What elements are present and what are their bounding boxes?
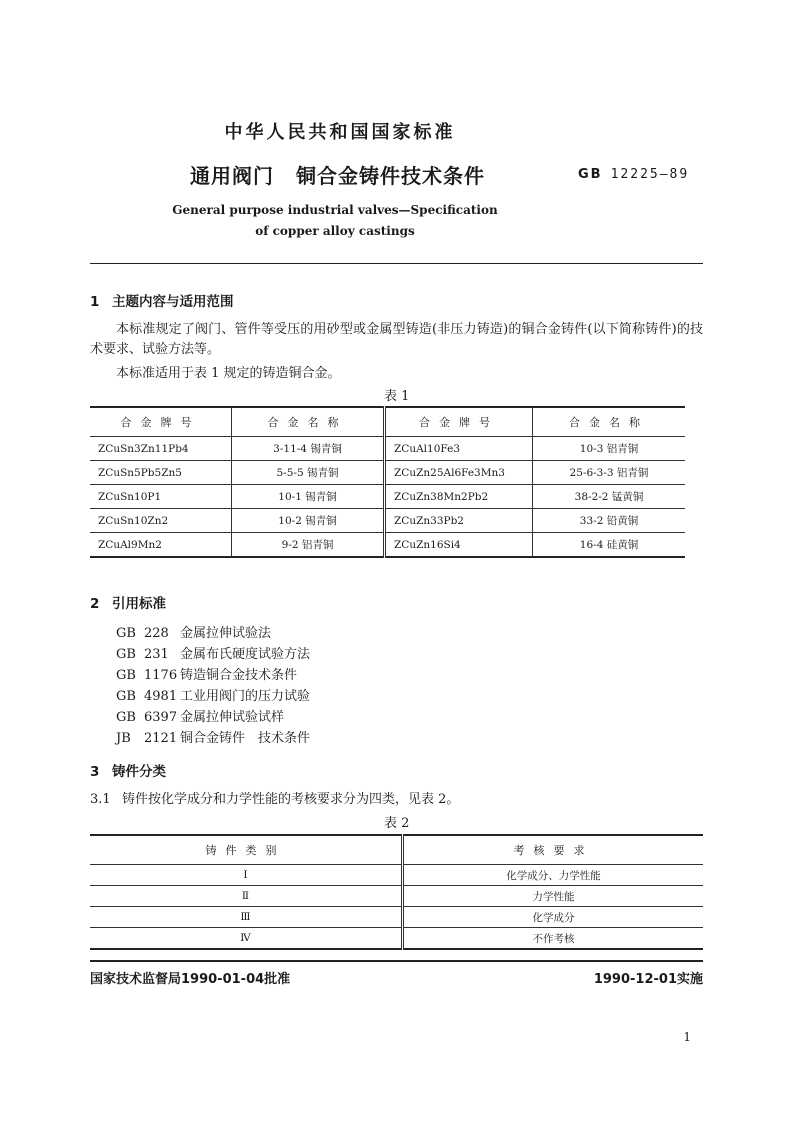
english-title-line-1: General purpose industrial valves—Specification xyxy=(172,203,498,217)
casting-class-cell: Ⅰ xyxy=(90,865,403,886)
table-1-header-cell: 合金名称 xyxy=(232,407,385,437)
clause-text: 铸件按化学成分和力学性能的考核要求分为四类，见表 2。 xyxy=(122,792,460,807)
casting-class-cell: Ⅲ xyxy=(90,907,403,928)
alloy-name-cell: 16-4 硅黄铜 xyxy=(533,533,686,558)
table-row xyxy=(90,485,685,509)
section-3-number: 3 xyxy=(90,764,100,780)
reference-code: GB xyxy=(116,647,136,662)
requirement-cell: 不作考核 xyxy=(403,928,704,950)
reference-number: 231 xyxy=(144,647,169,662)
table-1-caption: 表 1 xyxy=(384,389,410,404)
alloy-grade-cell: ZCuZn38Mn2Pb2 xyxy=(385,485,533,509)
reference-number: 4981 xyxy=(144,689,178,704)
reference-number: 1176 xyxy=(144,668,178,683)
reference-code: GB xyxy=(116,626,136,641)
alloy-grade-cell: ZCuAl9Mn2 xyxy=(90,533,232,558)
alloy-name-cell: 25-6-3-3 铝青铜 xyxy=(533,461,686,485)
table-row xyxy=(90,461,685,485)
section-3-title: 铸件分类 xyxy=(112,764,166,780)
standard-code: 12225—89 xyxy=(610,167,690,182)
casting-class-cell: Ⅳ xyxy=(90,928,403,950)
reference-name: 工业用阀门的压力试验 xyxy=(180,689,311,704)
table-1 xyxy=(90,406,685,558)
table-row xyxy=(90,865,703,886)
table-row xyxy=(90,886,703,907)
alloy-name-cell: 10-3 铝青铜 xyxy=(533,437,686,461)
requirement-cell: 化学成分、力学性能 xyxy=(403,865,704,886)
section-2-title: 引用标准 xyxy=(112,596,166,612)
reference-name: 金属拉伸试验法 xyxy=(180,626,272,641)
section-1-title: 主题内容与适用范围 xyxy=(112,294,234,310)
footer-divider xyxy=(90,960,703,962)
reference-item xyxy=(116,664,297,683)
table-1-header-cell: 合金牌号 xyxy=(385,407,533,437)
section-1-paragraph-2: 本标准适用于表 1 规定的铸造铜合金。 xyxy=(116,366,341,381)
alloy-grade-cell: ZCuZn33Pb2 xyxy=(385,509,533,533)
implementation-date: 1990-12-01实施 xyxy=(593,972,703,987)
reference-item xyxy=(116,622,271,641)
clause-number: 3.1 xyxy=(90,792,111,807)
reference-item xyxy=(116,685,310,704)
section-3-heading xyxy=(90,760,166,780)
alloy-name-cell: 5-5-5 锡青铜 xyxy=(232,461,385,485)
alloy-name-cell: 38-2-2 锰黄铜 xyxy=(533,485,686,509)
table-row xyxy=(90,509,685,533)
alloy-name-cell: 3-11-4 锡青铜 xyxy=(232,437,385,461)
requirement-cell: 力学性能 xyxy=(403,886,704,907)
document-title xyxy=(190,160,507,189)
alloy-name-cell: 10-1 锡青铜 xyxy=(232,485,385,509)
standard-prefix: GB xyxy=(578,167,603,182)
table-2-header-row xyxy=(90,835,703,865)
alloy-name-cell: 33-2 铅黄铜 xyxy=(533,509,686,533)
reference-name: 铸造铜合金技术条件 xyxy=(180,668,298,683)
table-1-header-row xyxy=(90,407,685,437)
alloy-name-cell: 10-2 锡青铜 xyxy=(232,509,385,533)
alloy-grade-cell: ZCuSn10P1 xyxy=(90,485,232,509)
reference-code: GB xyxy=(116,710,136,725)
standard-number xyxy=(578,167,689,182)
reference-number: 6397 xyxy=(144,710,178,725)
title-part-valves: 通用阀门 xyxy=(190,164,274,188)
table-2-header-cell: 考核要求 xyxy=(403,835,704,865)
alloy-grade-cell: ZCuZn25Al6Fe3Mn3 xyxy=(385,461,533,485)
alloy-grade-cell: ZCuSn5Pb5Zn5 xyxy=(90,461,232,485)
english-title-line-2: of copper alloy castings xyxy=(255,224,415,238)
reference-name: 铜合金铸件 技术条件 xyxy=(180,731,311,746)
table-1-header-cell: 合金牌号 xyxy=(90,407,232,437)
casting-class-cell: Ⅱ xyxy=(90,886,403,907)
alloy-grade-cell: ZCuSn10Zn2 xyxy=(90,509,232,533)
section-1-heading xyxy=(90,290,234,310)
alloy-name-cell: 9-2 铝青铜 xyxy=(232,533,385,558)
table-2-caption: 表 2 xyxy=(384,816,410,831)
table-2 xyxy=(90,834,703,950)
table-row xyxy=(90,533,685,558)
section-2-heading xyxy=(90,592,166,612)
table-row xyxy=(90,437,685,461)
table-row xyxy=(90,907,703,928)
reference-item xyxy=(116,706,284,725)
reference-code: JB xyxy=(116,731,131,746)
alloy-grade-cell: ZCuZn16Si4 xyxy=(385,533,533,558)
national-standard-heading: 中华人民共和国国家标准 xyxy=(224,122,456,143)
approval-line: 国家技术监督局1990-01-04批准 xyxy=(90,972,291,987)
table-1-header-cell: 合金名称 xyxy=(533,407,686,437)
reference-name: 金属布氏硬度试验方法 xyxy=(180,647,311,662)
reference-item xyxy=(116,643,310,662)
header-divider xyxy=(90,263,703,264)
reference-code: GB xyxy=(116,668,136,683)
reference-code: GB xyxy=(116,689,136,704)
page-number: 1 xyxy=(683,1030,691,1044)
section-1-paragraph-1: 本标准规定了阀门、管件等受压的用砂型或金属型铸造(非压力铸造)的铜合金铸件(以下简称铸件)的技术要求、试验方法等。 xyxy=(90,322,703,357)
reference-number: 2121 xyxy=(144,731,178,746)
alloy-grade-cell: ZCuAl10Fe3 xyxy=(385,437,533,461)
reference-item xyxy=(116,727,310,746)
section-1-number: 1 xyxy=(90,294,100,310)
title-part-castings: 铜合金铸件技术条件 xyxy=(296,164,485,188)
alloy-grade-cell: ZCuSn3Zn11Pb4 xyxy=(90,437,232,461)
reference-number: 228 xyxy=(144,626,169,641)
section-2-number: 2 xyxy=(90,596,100,612)
clause-3-1 xyxy=(90,790,459,810)
table-row xyxy=(90,928,703,950)
reference-name: 金属拉伸试验试样 xyxy=(180,710,285,725)
table-2-header-cell: 铸件类别 xyxy=(90,835,403,865)
requirement-cell: 化学成分 xyxy=(403,907,704,928)
